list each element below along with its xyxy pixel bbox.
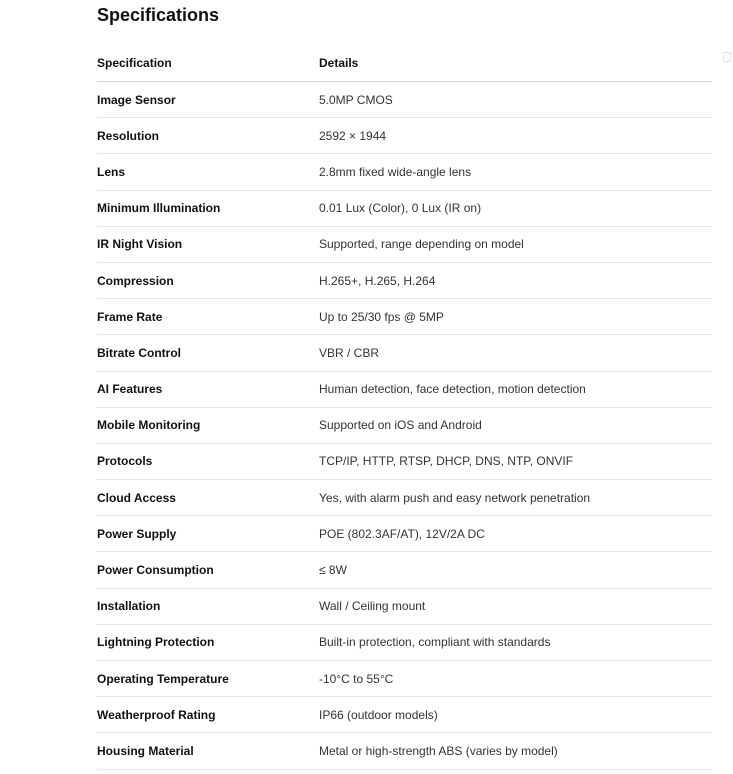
- spec-value: 2.8mm fixed wide-angle lens: [319, 154, 712, 190]
- spec-name: Weatherproof Rating: [97, 697, 319, 733]
- header-details: Details: [319, 45, 712, 82]
- spec-value: TCP/IP, HTTP, RTSP, DHCP, DNS, NTP, ONVIF: [319, 443, 712, 479]
- spec-value: Yes, with alarm push and easy network penetration: [319, 480, 712, 516]
- table-row: [97, 190, 712, 226]
- table-row: [97, 588, 712, 624]
- spec-value: IP66 (outdoor models): [319, 697, 712, 733]
- spec-name: Housing Material: [97, 733, 319, 769]
- table-row: [97, 407, 712, 443]
- spec-name: IR Night Vision: [97, 226, 319, 262]
- spec-name: Cloud Access: [97, 480, 319, 516]
- spec-name: Power Consumption: [97, 552, 319, 588]
- table-row: [97, 443, 712, 479]
- header-specification: Specification: [97, 45, 319, 82]
- table-row: [97, 516, 712, 552]
- spec-value: Metal or high-strength ABS (varies by model): [319, 733, 712, 769]
- spec-value: Supported, range depending on model: [319, 226, 712, 262]
- spec-name: Frame Rate: [97, 299, 319, 335]
- spec-name: Minimum Illumination: [97, 190, 319, 226]
- spec-value: 5.0MP CMOS: [319, 82, 712, 118]
- spec-name: Lightning Protection: [97, 624, 319, 660]
- spec-name: Image Sensor: [97, 82, 319, 118]
- spec-name: AI Features: [97, 371, 319, 407]
- spec-name: Compression: [97, 262, 319, 298]
- spec-name: Lens: [97, 154, 319, 190]
- copy-icon[interactable]: [723, 52, 731, 62]
- table-row: [97, 226, 712, 262]
- spec-value: Human detection, face detection, motion detection: [319, 371, 712, 407]
- table-row: [97, 262, 712, 298]
- spec-value: POE (802.3AF/AT), 12V/2A DC: [319, 516, 712, 552]
- spec-name: Protocols: [97, 443, 319, 479]
- section-title: Specifications: [97, 5, 220, 25]
- spec-value: ≤ 8W: [319, 552, 712, 588]
- spec-name: Resolution: [97, 118, 319, 154]
- table-row: [97, 82, 712, 118]
- table-row: [97, 661, 712, 697]
- table-header: [97, 45, 712, 82]
- spec-name: Power Supply: [97, 516, 319, 552]
- spec-value: 0.01 Lux (Color), 0 Lux (IR on): [319, 190, 712, 226]
- spec-value: Built-in protection, compliant with standards: [319, 624, 712, 660]
- table-row: [97, 480, 712, 516]
- table-row: [97, 733, 712, 769]
- table-row: [97, 697, 712, 733]
- table-body: [97, 82, 712, 770]
- header-row: [97, 45, 712, 82]
- table-row: [97, 552, 712, 588]
- spec-name: Bitrate Control: [97, 335, 319, 371]
- table-row: [97, 335, 712, 371]
- table-row: [97, 371, 712, 407]
- table-row: [97, 624, 712, 660]
- table-row: [97, 118, 712, 154]
- table-row: [97, 299, 712, 335]
- spec-name: Installation: [97, 588, 319, 624]
- spec-name: Operating Temperature: [97, 661, 319, 697]
- spec-value: Up to 25/30 fps @ 5MP: [319, 299, 712, 335]
- spec-value: Supported on iOS and Android: [319, 407, 712, 443]
- table-row: [97, 154, 712, 190]
- spec-value: Wall / Ceiling mount: [319, 588, 712, 624]
- spec-value: 2592 × 1944: [319, 118, 712, 154]
- spec-value: VBR / CBR: [319, 335, 712, 371]
- specifications-table: [97, 45, 712, 770]
- spec-value: H.265+, H.265, H.264: [319, 262, 712, 298]
- spec-name: Mobile Monitoring: [97, 407, 319, 443]
- spec-value: -10°C to 55°C: [319, 661, 712, 697]
